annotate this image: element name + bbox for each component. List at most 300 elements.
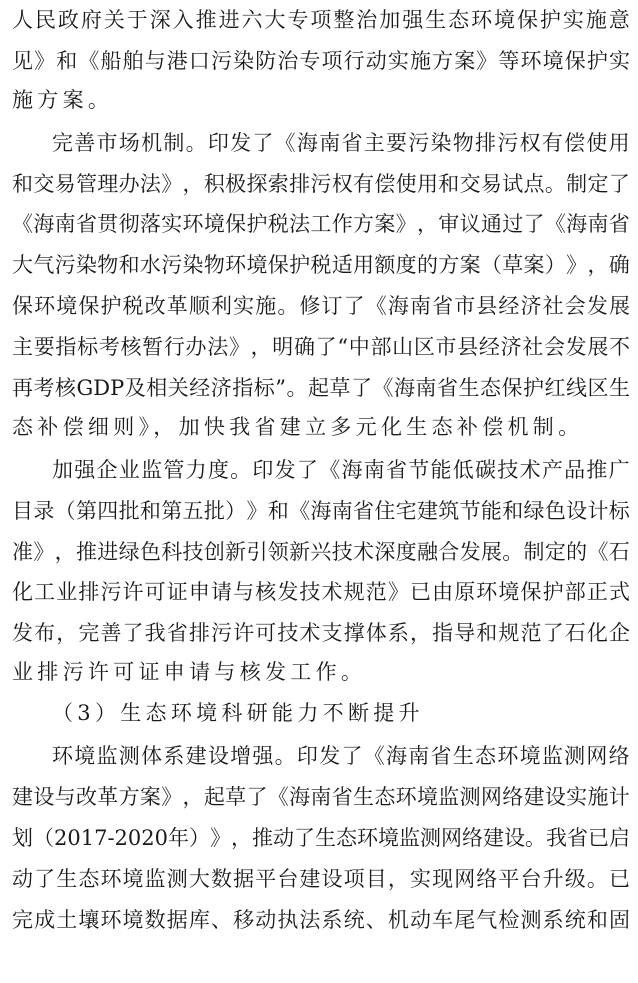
text-glyph: 区 (587, 376, 609, 401)
text-glyph: 护 (246, 212, 268, 237)
text-glyph: 设 (503, 825, 525, 850)
text-glyph: 环 (100, 907, 122, 932)
text-glyph: 物 (452, 130, 474, 155)
text-glyph: 经 (478, 335, 500, 360)
text-glyph: 作 (331, 212, 353, 237)
text-glyph: 境 (519, 744, 541, 769)
text-glyph: 许 (122, 580, 144, 605)
text-glyph: ， (587, 253, 609, 278)
text-glyph: 规 (498, 621, 520, 646)
text-glyph: 监 (398, 825, 420, 850)
text-glyph: 可 (144, 580, 166, 605)
text-glyph: 络 (476, 866, 498, 891)
text-glyph: 人 (12, 8, 33, 32)
text-glyph: 环 (520, 48, 542, 73)
text-glyph: 境 (498, 580, 520, 605)
text-glyph: 能 (480, 498, 502, 523)
text-glyph: 技 (182, 539, 204, 564)
text-glyph: 防 (255, 48, 277, 73)
text-glyph: 动 (12, 866, 33, 891)
text-glyph: 使 (586, 130, 608, 155)
text-glyph: 由 (432, 580, 454, 605)
text-glyph: 考 (98, 335, 120, 360)
text-glyph: 关 (103, 8, 125, 32)
text-glyph: 》 (33, 539, 55, 564)
text-glyph: 体 (141, 744, 163, 769)
text-glyph: 标 (608, 498, 630, 523)
text-glyph: 案 (523, 253, 545, 278)
text-glyph: 暂 (142, 335, 164, 360)
text-glyph: 议 (459, 212, 481, 237)
text-glyph: 海 (33, 212, 55, 237)
text-glyph: 录 (33, 498, 55, 523)
text-glyph: 主 (363, 130, 385, 155)
text-glyph: 市 (435, 335, 457, 360)
text-glyph: 环 (471, 8, 493, 32)
text-glyph: 《 (267, 784, 289, 809)
text-glyph: 修 (299, 294, 321, 319)
text-glyph: 管 (163, 457, 185, 482)
text-glyph: 完 (52, 130, 73, 155)
text-glyph: 统 (343, 907, 365, 932)
text-glyph: 民 (34, 8, 56, 32)
text-glyph: 护 (586, 48, 608, 73)
text-glyph: 和 (586, 907, 608, 932)
text-glyph: 目 (365, 866, 387, 891)
text-glyph: 生 (609, 376, 630, 401)
text-glyph: 核 (255, 580, 277, 605)
text-glyph: 排 (289, 171, 311, 196)
text-glyph: 和 (12, 171, 33, 196)
text-glyph: 生 (353, 784, 374, 809)
text-glyph: 建 (416, 498, 438, 523)
text-glyph: 海 (566, 212, 588, 237)
text-glyph: 额 (374, 253, 396, 278)
text-glyph: 实 (562, 8, 584, 32)
text-glyph: 石 (564, 621, 586, 646)
text-glyph: 治 (356, 8, 378, 32)
text-glyph: 绿 (118, 539, 140, 564)
text-glyph: 南 (310, 784, 332, 809)
text-glyph: 》 (395, 212, 417, 237)
text-glyph: 和 (476, 621, 498, 646)
text-glyph: 过 (502, 212, 524, 237)
text-glyph: （ (54, 498, 76, 523)
text-glyph: 保 (12, 294, 33, 319)
text-glyph: 度 (395, 539, 417, 564)
text-glyph: 排 (188, 621, 210, 646)
text-glyph: 态 (475, 744, 497, 769)
text-glyph: （ (480, 253, 502, 278)
text-glyph: 项 (321, 48, 343, 73)
text-glyph: 南 (331, 498, 353, 523)
text-glyph: 监 (144, 866, 166, 891)
text-glyph: 络 (608, 744, 630, 769)
text-glyph: 车 (432, 907, 454, 932)
text-glyph: 《 (544, 212, 566, 237)
text-glyph: 。 (502, 539, 524, 564)
text-glyph: 管 (75, 171, 97, 196)
text-glyph: 海 (387, 294, 409, 319)
text-glyph: 南 (408, 744, 430, 769)
text-glyph: ， (56, 621, 78, 646)
text-glyph: 已 (587, 825, 609, 850)
paragraph-line (12, 286, 630, 327)
text-glyph: 意 (608, 8, 630, 32)
text-glyph: 海 (394, 376, 415, 401)
text-glyph: 大 (264, 8, 286, 32)
text-glyph: 印 (207, 130, 229, 155)
text-glyph: 染 (233, 48, 255, 73)
text-glyph: 县 (457, 335, 479, 360)
paragraph-line (12, 82, 630, 123)
text-glyph: 台 (277, 866, 299, 891)
text-glyph: 测 (520, 907, 542, 932)
text-glyph: 政 (57, 8, 79, 32)
text-glyph: 已 (409, 580, 431, 605)
text-glyph: 污 (497, 130, 519, 155)
text-glyph: 实 (233, 294, 255, 319)
text-glyph: 机 (387, 907, 409, 932)
text-glyph: 项 (343, 866, 365, 891)
text-glyph: 保 (267, 253, 289, 278)
text-glyph: 南 (415, 376, 437, 401)
text-glyph: 。 (544, 171, 566, 196)
text-glyph: 红 (544, 376, 566, 401)
text-glyph: 能 (430, 457, 452, 482)
text-glyph: 环 (182, 212, 204, 237)
text-glyph: 化 (586, 621, 608, 646)
text-glyph: 增 (230, 744, 252, 769)
text-glyph: 成 (34, 907, 56, 932)
text-glyph: 的 (416, 253, 438, 278)
text-glyph: 系 (387, 621, 409, 646)
text-glyph: 于 (126, 8, 148, 32)
text-glyph: 订 (321, 294, 343, 319)
text-glyph: 交 (33, 171, 55, 196)
text-glyph: 移 (233, 907, 255, 932)
text-glyph: 关 (167, 376, 189, 401)
text-glyph: 技 (277, 621, 299, 646)
text-glyph: 善 (100, 621, 122, 646)
text-glyph: 技 (331, 539, 353, 564)
text-glyph: 保 (520, 580, 542, 605)
text-glyph: 了 (252, 130, 274, 155)
text-glyph: 案 (374, 212, 396, 237)
text-glyph: 新 (225, 539, 247, 564)
text-glyph: 尾 (454, 907, 476, 932)
text-glyph: 科 (161, 539, 183, 564)
text-glyph: 土 (56, 907, 78, 932)
text-glyph: 。 (286, 376, 308, 401)
paragraph-line (12, 450, 630, 491)
text-glyph: 色 (544, 498, 566, 523)
text-glyph: 确 (608, 253, 630, 278)
text-glyph: 了 (351, 376, 372, 401)
text-glyph: 利 (210, 294, 232, 319)
text-glyph: 物 (203, 253, 225, 278)
text-glyph: 技 (497, 457, 519, 482)
text-glyph: 海 (296, 130, 318, 155)
text-glyph: 偿 (374, 171, 396, 196)
text-glyph: 态 (448, 8, 470, 32)
text-glyph: 制 (566, 171, 588, 196)
text-glyph: 印 (296, 744, 318, 769)
text-glyph: 推 (586, 457, 608, 482)
paragraph-line (12, 859, 630, 900)
text-glyph: 第 (161, 498, 183, 523)
text-glyph: 经 (498, 294, 520, 319)
paragraph-line (12, 532, 630, 573)
text-glyph: 年 (167, 825, 189, 850)
text-glyph: 治 (277, 48, 299, 73)
text-glyph: 了 (315, 335, 337, 360)
text-glyph: 展 (587, 335, 609, 360)
text-glyph: ， (409, 621, 431, 646)
text-glyph: 和 (438, 171, 460, 196)
text-glyph: 系 (163, 744, 185, 769)
text-glyph: 办 (185, 335, 207, 360)
text-glyph: 山 (392, 335, 414, 360)
text-glyph: 办 (118, 171, 140, 196)
text-glyph: 式 (608, 580, 630, 605)
text-glyph: 区 (413, 335, 435, 360)
text-glyph: 执 (277, 907, 299, 932)
text-glyph: 积 (203, 171, 225, 196)
text-glyph: 南 (363, 457, 385, 482)
text-glyph: 指 (55, 335, 77, 360)
paragraph-line (12, 736, 630, 777)
text-glyph: 规 (343, 580, 365, 605)
text-glyph: 污 (210, 621, 232, 646)
text-glyph: 了 (341, 744, 363, 769)
text-glyph: 测 (459, 784, 481, 809)
text-glyph: 方 (438, 253, 460, 278)
text-glyph: 统 (564, 907, 586, 932)
text-glyph: 据 (233, 866, 255, 891)
text-glyph: 实 (387, 48, 409, 73)
text-glyph: 方 (432, 48, 454, 73)
text-glyph: 《 (12, 212, 33, 237)
text-glyph: 壤 (78, 907, 100, 932)
text-glyph: 加 (52, 457, 73, 482)
text-glyph: 部 (564, 580, 586, 605)
text-glyph: 改 (75, 784, 97, 809)
text-glyph: 》 (34, 48, 56, 73)
text-glyph: 起 (203, 784, 225, 809)
text-glyph: 权 (331, 171, 353, 196)
text-glyph: 合 (438, 539, 460, 564)
text-glyph: 的 (566, 539, 588, 564)
text-glyph: 深 (149, 8, 171, 32)
text-glyph: 制 (523, 539, 545, 564)
text-glyph: 施 (255, 294, 277, 319)
text-glyph: 数 (144, 907, 166, 932)
text-glyph: 用 (353, 253, 374, 278)
text-glyph: 、 (210, 907, 232, 932)
text-glyph: 会 (543, 335, 565, 360)
text-glyph: 革 (97, 784, 119, 809)
text-glyph: 府 (80, 8, 102, 32)
text-glyph: 领 (267, 539, 289, 564)
text-glyph: 权 (519, 130, 541, 155)
text-glyph: 计 (608, 784, 630, 809)
text-glyph: 》 (476, 48, 498, 73)
text-glyph: 案 (454, 48, 476, 73)
paragraph-line (12, 327, 630, 368)
text-glyph: 监 (141, 457, 163, 482)
text-glyph: 态 (335, 825, 357, 850)
text-glyph: 升 (542, 866, 564, 891)
text-glyph: 案 (459, 253, 481, 278)
text-glyph: 测 (564, 744, 586, 769)
text-glyph: 我 (144, 621, 166, 646)
text-glyph: 进 (97, 539, 119, 564)
text-glyph: 《 (319, 457, 341, 482)
text-glyph: 探 (246, 171, 268, 196)
text-glyph: 、 (365, 907, 387, 932)
text-glyph: 《 (274, 130, 296, 155)
text-glyph: 加 (379, 8, 401, 32)
text-glyph: 推 (251, 825, 273, 850)
text-glyph: 海 (341, 457, 363, 482)
text-glyph: 》 (387, 580, 409, 605)
text-glyph: 易 (54, 171, 76, 196)
text-glyph: 。 (586, 866, 608, 891)
text-glyph: 生 (458, 376, 480, 401)
text-glyph: 原 (454, 580, 476, 605)
text-glyph: 税 (267, 212, 289, 237)
text-glyph: 染 (430, 130, 452, 155)
text-glyph: 发 (565, 335, 587, 360)
text-glyph: 发 (230, 130, 252, 155)
text-glyph: 强 (402, 8, 424, 32)
text-glyph: 污 (54, 253, 76, 278)
text-glyph: GDP (76, 376, 125, 401)
text-glyph: 法 (207, 335, 229, 360)
text-glyph: 《 (289, 498, 311, 523)
text-glyph: 石 (608, 539, 630, 564)
text-glyph: 测 (419, 825, 441, 850)
text-glyph: 和 (118, 253, 140, 278)
text-glyph: 项 (310, 8, 332, 32)
text-glyph: 库 (188, 907, 210, 932)
text-glyph: 强 (252, 744, 274, 769)
text-glyph: 术 (519, 457, 541, 482)
text-glyph: 护 (523, 376, 544, 401)
text-glyph: 保 (78, 294, 100, 319)
text-glyph: 节 (408, 457, 430, 482)
text-glyph: 融 (416, 539, 438, 564)
text-glyph: 社 (522, 335, 544, 360)
paragraph-line (12, 572, 630, 613)
text-glyph: 监 (96, 744, 118, 769)
text-glyph: 大 (12, 253, 33, 278)
text-glyph: 索 (267, 171, 289, 196)
paragraph-line (12, 123, 630, 164)
paragraph-line (12, 654, 630, 695)
text-glyph: 社 (542, 294, 564, 319)
text-glyph: 气 (476, 907, 498, 932)
text-glyph: 》 (209, 825, 231, 850)
text-glyph: 和 (139, 498, 161, 523)
text-glyph: 》 (161, 784, 183, 809)
text-glyph: 推 (195, 8, 217, 32)
text-glyph: 整 (333, 8, 355, 32)
paragraph-line (12, 41, 630, 82)
text-glyph: 生 (452, 744, 474, 769)
text-glyph: 。 (524, 825, 546, 850)
text-glyph: 测 (166, 866, 188, 891)
text-glyph: 方 (118, 784, 140, 809)
text-glyph: 省 (437, 376, 458, 401)
text-glyph: 行 (163, 335, 185, 360)
text-glyph: 海 (289, 784, 311, 809)
text-glyph: 绿 (523, 498, 545, 523)
text-glyph: 品 (564, 457, 586, 482)
text-glyph: 建 (523, 784, 545, 809)
text-glyph: 境 (377, 825, 399, 850)
text-glyph: 发 (277, 580, 299, 605)
text-glyph: 网 (586, 744, 608, 769)
text-glyph: 企 (96, 457, 118, 482)
text-glyph: 省 (353, 498, 374, 523)
text-glyph: 第 (75, 498, 97, 523)
text-glyph: 环 (497, 744, 519, 769)
text-glyph: 可 (255, 621, 277, 646)
text-glyph: 建 (299, 866, 321, 891)
text-glyph: 污 (408, 130, 430, 155)
document-page (12, 0, 630, 940)
text-glyph: 态 (480, 376, 501, 401)
text-glyph: 设 (207, 744, 229, 769)
text-glyph: 污 (310, 171, 332, 196)
text-glyph: ， (182, 171, 204, 196)
text-glyph: 。 (274, 744, 296, 769)
text-glyph: 市 (96, 130, 118, 155)
text-glyph: 境 (122, 866, 144, 891)
text-glyph: 保 (501, 376, 523, 401)
text-glyph: 动 (255, 907, 277, 932)
text-glyph: 环 (52, 744, 73, 769)
text-glyph: 住 (374, 498, 396, 523)
text-glyph: 实 (409, 866, 431, 891)
text-glyph: 主 (12, 335, 33, 360)
text-glyph: 境 (56, 294, 78, 319)
text-glyph: 我 (545, 825, 567, 850)
text-glyph: 技 (299, 580, 321, 605)
text-glyph: 术 (353, 539, 374, 564)
text-glyph: 强 (74, 457, 96, 482)
text-glyph: 产 (541, 457, 563, 482)
text-glyph: 深 (374, 539, 396, 564)
text-glyph: 设 (33, 784, 55, 809)
text-glyph: 发 (319, 744, 341, 769)
text-glyph: 《 (372, 376, 394, 401)
text-glyph: 相 (146, 376, 168, 401)
text-glyph: 已 (608, 866, 630, 891)
text-glyph: 水 (139, 253, 161, 278)
text-glyph: 彻 (118, 212, 140, 237)
text-glyph: 监 (438, 784, 460, 809)
text-glyph: 动 (365, 48, 387, 73)
text-glyph: 兴 (310, 539, 332, 564)
text-glyph: 制 (163, 130, 185, 155)
text-glyph: 据 (166, 907, 188, 932)
paragraph-line (12, 613, 630, 654)
text-glyph: 力 (185, 457, 207, 482)
text-glyph: 污 (161, 253, 183, 278)
